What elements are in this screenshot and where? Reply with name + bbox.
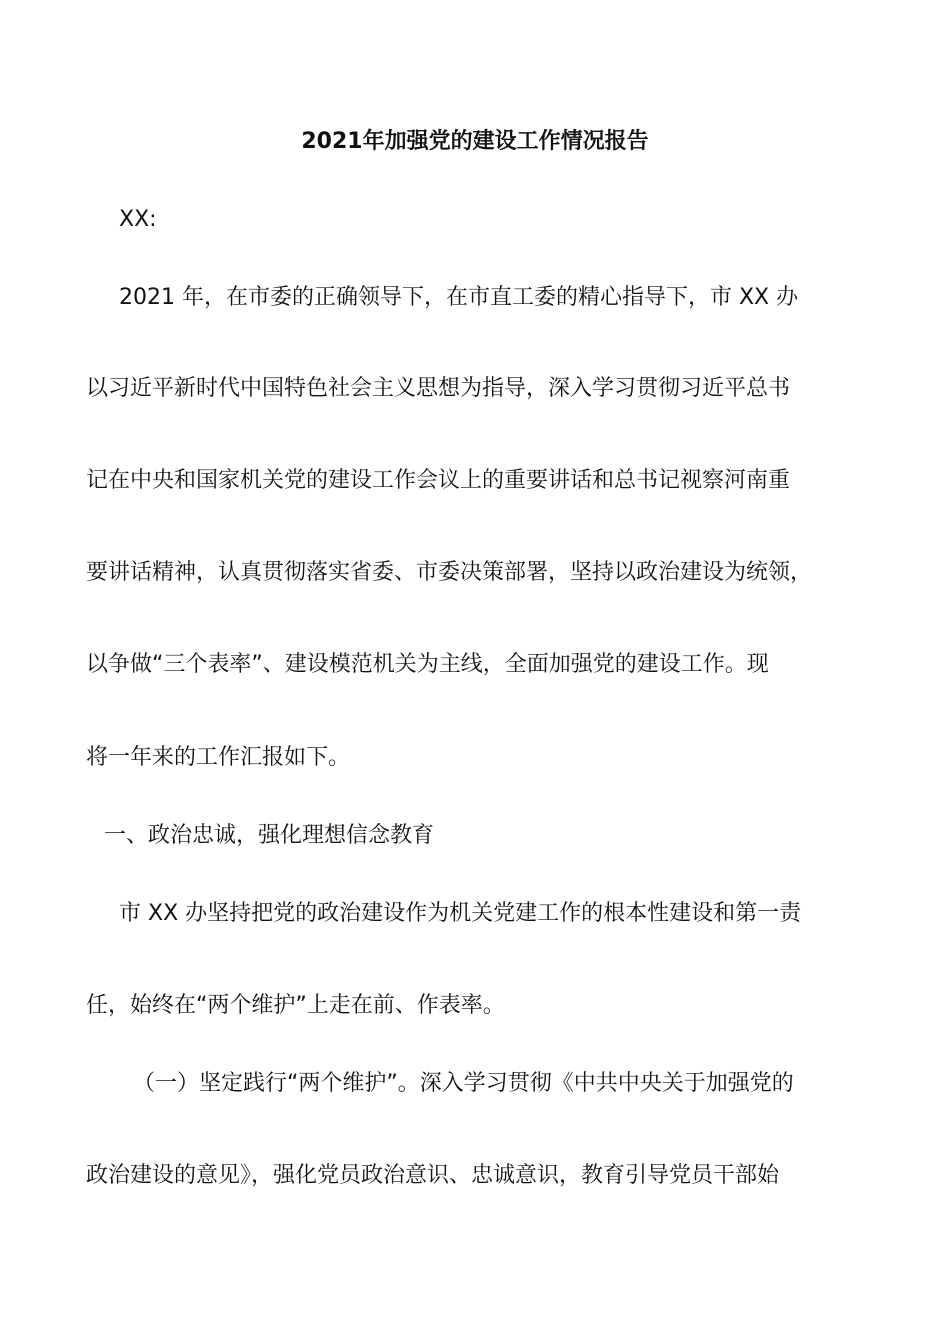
document-title: 2021年加强党的建设工作情况报告 (301, 129, 649, 154)
paragraph-line: 任，始终在“两个维护”上走在前、作表率。 (86, 993, 505, 1018)
paragraph-line: 2021 年，在市委的正确领导下，在市直工委的精心指导下，市 XX 办 (119, 285, 799, 310)
paragraph-line: （一）坚定践行“两个维护”。深入学习贯彻《中共中央关于加强党的 (133, 1071, 794, 1096)
paragraph-line: 政治建设的意见》，强化党员政治意识、忠诚意识，教育引导党员干部始 (86, 1163, 780, 1188)
section-heading: 一、政治忠诚，强化理想信念教育 (104, 823, 435, 848)
salutation: XX: (119, 207, 157, 232)
paragraph-line: 记在中央和国家机关党的建设工作会议上的重要讲话和总书记视察河南重 (86, 468, 791, 493)
paragraph-line: 市 XX 办坚持把党的政治建设作为机关党建工作的根本性建设和第一责 (119, 901, 802, 926)
paragraph-line: 以争做“三个表率”、建设模范机关为主线，全面加强党的建设工作。现 (86, 652, 769, 677)
paragraph-line: 要讲话精神，认真贯彻落实省委、市委决策部署，坚持以政治建设为统领， (86, 560, 813, 585)
paragraph-line: 以习近平新时代中国特色社会主义思想为指导，深入学习贯彻习近平总书 (86, 376, 791, 401)
paragraph-line: 将一年来的工作汇报如下。 (86, 745, 351, 770)
